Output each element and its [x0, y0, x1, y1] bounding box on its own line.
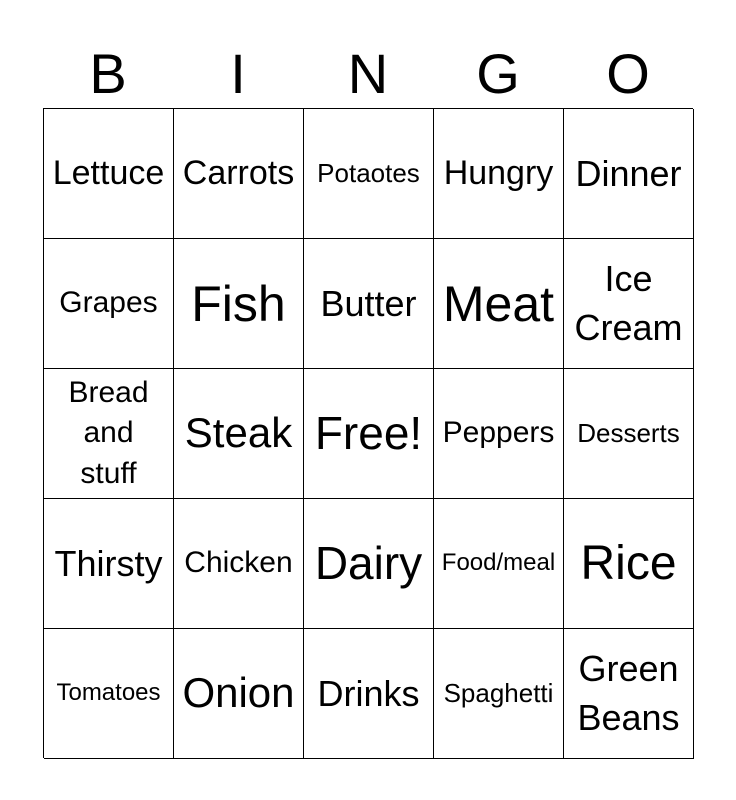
header-letter-n: N [347, 42, 389, 105]
bingo-cell[interactable] [434, 629, 564, 759]
bingo-cell[interactable] [564, 109, 694, 239]
cell-label: Hungry [443, 154, 554, 193]
cell-label: Onion [182, 669, 295, 717]
cell-label: Steak [184, 409, 293, 457]
cell-label: Free! [314, 406, 423, 459]
cell-label: Meat [442, 275, 555, 332]
bingo-cell[interactable] [304, 369, 434, 499]
header-letter-i: I [230, 42, 246, 105]
cell-label: Lettuce [52, 154, 165, 193]
cell-label: Peppers [442, 416, 555, 450]
cell-label: Spaghetti [443, 678, 554, 709]
cell-label: Dinner [575, 152, 682, 194]
cell-label: Desserts [577, 418, 680, 449]
bingo-cell[interactable] [44, 239, 174, 369]
bingo-cell[interactable] [174, 369, 304, 499]
cell-label: Thirsty [54, 542, 163, 584]
cell-label: Fish [191, 275, 286, 332]
bingo-cell[interactable] [44, 109, 174, 239]
cell-label: Rice [580, 536, 677, 590]
cell-label: Tomatoes [56, 679, 161, 707]
bingo-cell[interactable] [174, 499, 304, 629]
bingo-cell[interactable] [44, 369, 174, 499]
cell-label: Dairy [314, 536, 423, 589]
bingo-cell[interactable] [174, 109, 304, 239]
cell-label: Butter [320, 282, 417, 324]
cell-label: Ice Cream [574, 257, 683, 348]
bingo-cell[interactable] [434, 239, 564, 369]
bingo-cell[interactable] [564, 499, 694, 629]
bingo-cell[interactable] [304, 109, 434, 239]
cell-label: Food/meal [441, 549, 556, 577]
bingo-cell[interactable] [44, 499, 174, 629]
bingo-cell[interactable] [564, 629, 694, 759]
header-letter-b: B [89, 42, 127, 105]
header-letter-g: G [476, 42, 520, 105]
bingo-grid [43, 108, 693, 758]
cell-label: Drinks [317, 672, 420, 714]
cell-label: Chicken [184, 546, 293, 580]
bingo-cell[interactable] [434, 499, 564, 629]
cell-label: Carrots [182, 154, 295, 193]
cell-label: Bread and stuff [68, 375, 149, 490]
bingo-cell[interactable] [304, 629, 434, 759]
bingo-cell[interactable] [44, 629, 174, 759]
cell-label: Grapes [59, 286, 158, 320]
bingo-header [43, 40, 693, 108]
bingo-cell[interactable] [564, 369, 694, 499]
header-letter-o: O [606, 42, 650, 105]
cell-label: Potaotes [317, 158, 420, 189]
bingo-cell[interactable] [174, 239, 304, 369]
bingo-cell[interactable] [174, 629, 304, 759]
bingo-cell[interactable] [434, 109, 564, 239]
bingo-cell[interactable] [564, 239, 694, 369]
bingo-cell[interactable] [304, 499, 434, 629]
bingo-cell[interactable] [304, 239, 434, 369]
bingo-cell[interactable] [434, 369, 564, 499]
cell-label: Green Beans [577, 647, 680, 738]
